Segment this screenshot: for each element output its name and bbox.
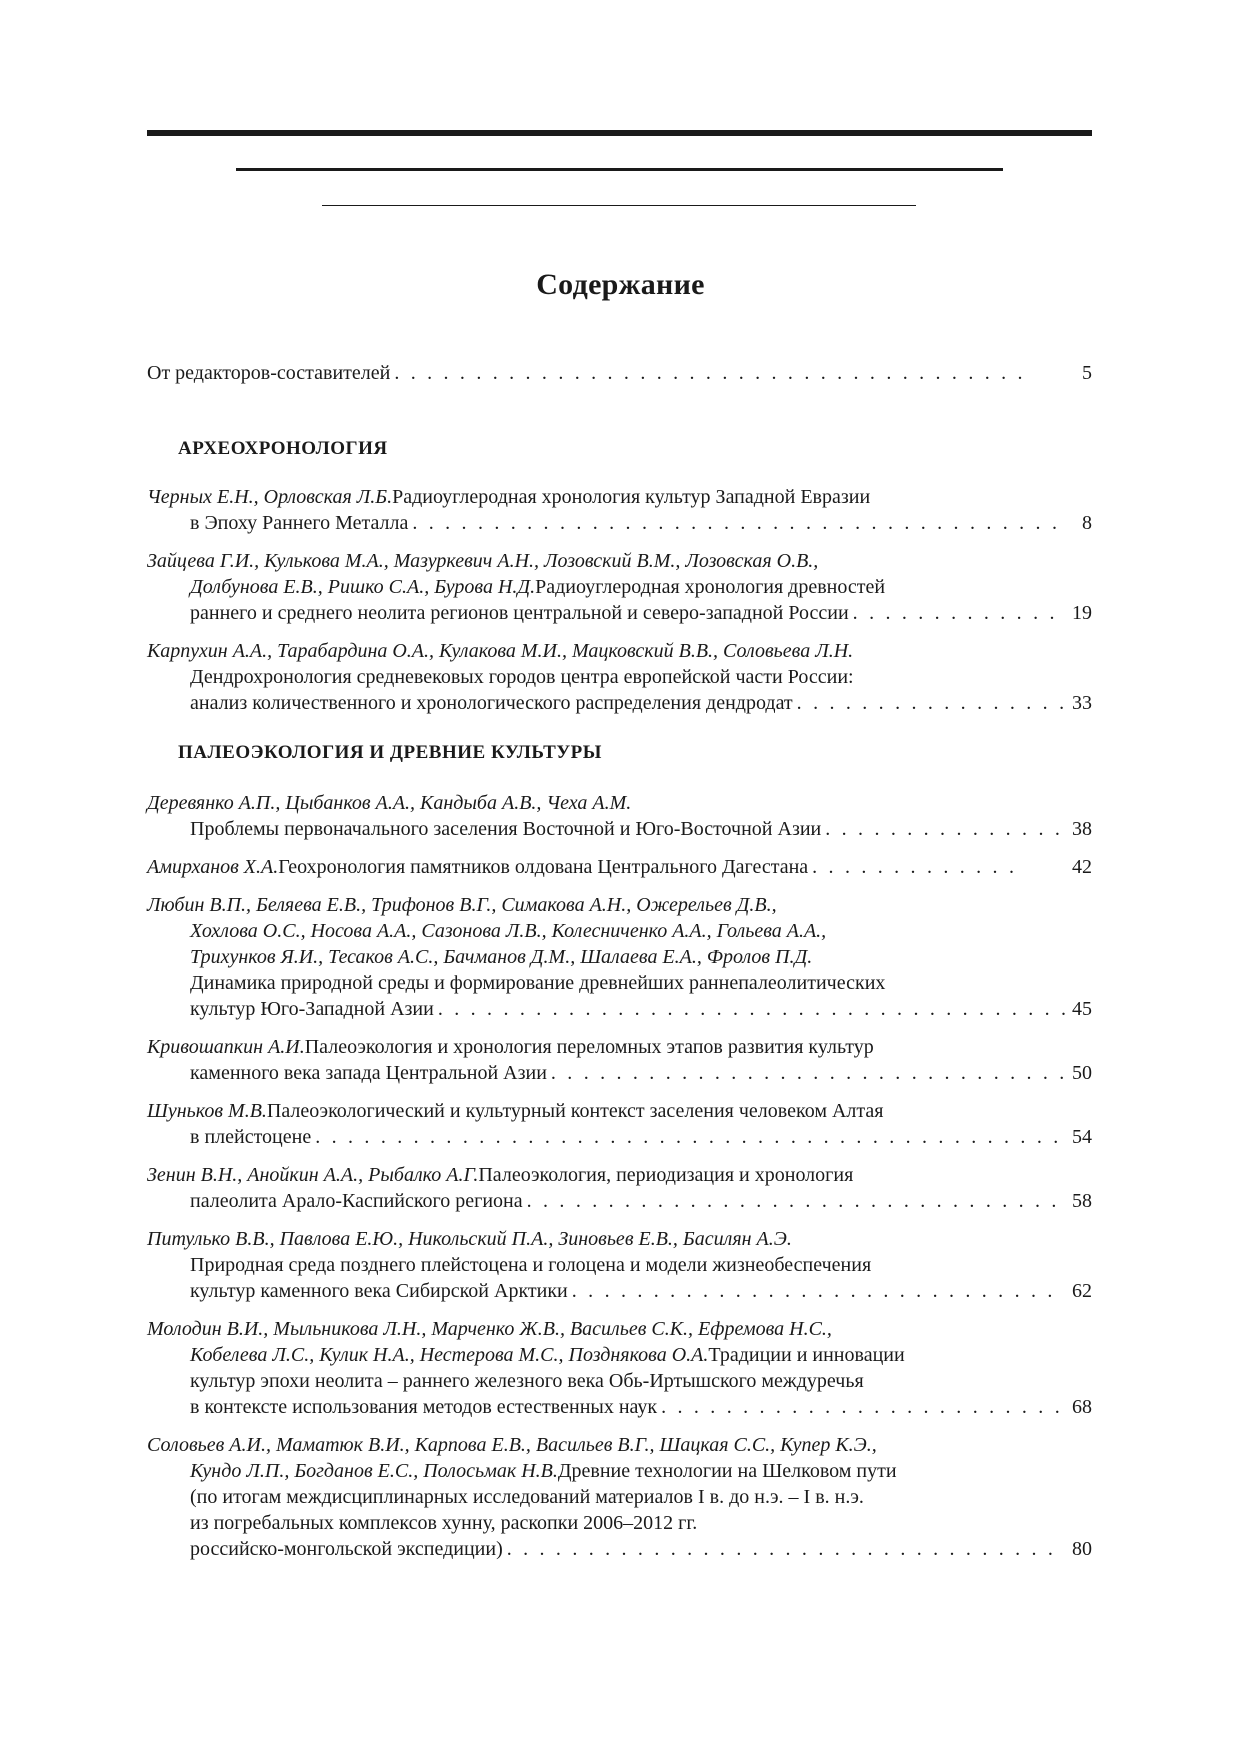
toc-page-number: 54	[1072, 1126, 1092, 1148]
toc-entry[interactable]	[147, 638, 1092, 716]
dot-leader	[551, 1060, 1065, 1086]
toc-line	[147, 996, 1065, 1022]
toc-authors: Зайцева Г.И., Кулькова М.А., Мазуркевич А.Н., Лозовский В.М., Лозовская О.В.,	[147, 550, 819, 572]
toc-line	[147, 854, 1022, 880]
toc-page-number: 80	[1072, 1538, 1092, 1560]
toc-title: Традиции и инновации	[708, 1344, 905, 1366]
toc-title: культур эпохи неолита – раннего железного века Обь-Иртышского междуречья	[190, 1370, 864, 1392]
toc-page-number: 19	[1072, 602, 1092, 624]
toc-line	[147, 574, 1092, 600]
toc-authors: Долбунова Е.В., Ришко С.А., Бурова Н.Д.	[190, 576, 536, 598]
toc-title: Динамика природной среды и формирование древнейших раннепалеолитических	[190, 972, 886, 994]
dot-leader	[853, 600, 1065, 626]
toc-line	[147, 600, 1065, 626]
toc-title: палеолита Арало-Каспийского региона	[190, 1190, 523, 1212]
toc-line	[147, 638, 1092, 664]
toc-title: в контексте использования методов естественных наук	[190, 1396, 658, 1418]
toc-line	[147, 918, 1092, 944]
toc-line	[147, 510, 1065, 536]
toc-entry[interactable]	[147, 1034, 1092, 1086]
dot-leader	[812, 854, 1022, 880]
toc-line	[147, 892, 1092, 918]
toc-authors: Молодин В.И., Мыльникова Л.Н., Марченко Ж.В., Васильев С.К., Ефремова Н.С.,	[147, 1318, 832, 1340]
toc-line	[147, 690, 1065, 716]
toc-title: российско-монгольской экспедиции)	[190, 1538, 503, 1560]
toc-authors: Соловьев А.И., Маматюк В.И., Карпова Е.В., Васильев В.Г., Шацкая С.С., Купер К.Э.,	[147, 1434, 877, 1456]
toc-authors: Кундо Л.П., Богданов Е.С., Полосьмак Н.В.	[190, 1460, 558, 1482]
toc-title: культур Юго-Западной Азии	[190, 998, 434, 1020]
toc-entry[interactable]	[147, 548, 1092, 626]
toc-page-number: 58	[1072, 1190, 1092, 1212]
toc-line	[147, 1342, 1092, 1368]
toc-entry[interactable]	[147, 1098, 1092, 1150]
top-rule-thick	[147, 130, 1092, 136]
toc-line	[147, 1188, 1065, 1214]
toc-title: Дендрохронология средневековых городов центра европейской части России:	[190, 666, 854, 688]
toc-entry[interactable]	[147, 1226, 1092, 1304]
toc-authors: Любин В.П., Беляева Е.В., Трифонов В.Г., Симакова А.Н., Ожерельев Д.В.,	[147, 894, 777, 916]
toc-page-number: 50	[1072, 1062, 1092, 1084]
toc-entry[interactable]	[147, 1316, 1092, 1420]
toc-authors: Шуньков М.В.	[147, 1100, 267, 1122]
toc-page-number: 33	[1072, 692, 1092, 714]
toc-title: Радиоуглеродная хронология культур Западной Евразии	[392, 486, 871, 508]
toc-line	[147, 664, 1092, 690]
toc-title: из погребальных комплексов хунну, раскопки 2006–2012 гг.	[190, 1512, 698, 1534]
toc-title: раннего и среднего неолита регионов центральной и северо-западной России	[190, 602, 849, 624]
toc-line	[147, 1316, 1092, 1342]
toc-page-number: 5	[1082, 362, 1092, 384]
toc-line	[147, 1124, 1065, 1150]
toc-entry[interactable]	[147, 484, 1092, 536]
toc-line	[147, 816, 1065, 842]
top-rule-thin	[322, 205, 916, 206]
dot-leader	[394, 360, 1022, 386]
toc-title: в плейстоцене	[190, 1126, 312, 1148]
toc-authors: Хохлова О.С., Носова А.А., Сазонова Л.В., Колесниченко А.А., Гольева А.А.,	[190, 920, 827, 942]
toc-title: Природная среда позднего плейстоцена и голоцена и модели жизнеобеспечения	[190, 1254, 872, 1276]
dot-leader	[825, 816, 1065, 842]
toc-entry-label: От редакторов-составителей	[147, 362, 391, 384]
toc-page-number: 42	[1072, 856, 1092, 878]
toc-title: Палеоэкология, периодизация и хронология	[478, 1164, 854, 1186]
toc-entry[interactable]	[147, 1162, 1092, 1214]
toc-title: Палеоэкология и хронология переломных этапов развития культур	[304, 1036, 874, 1058]
toc-title: Проблемы первоначального заселения Восточной и Юго-Восточной Азии	[190, 818, 822, 840]
section-heading: АРХЕОХРОНОЛОГИЯ	[178, 438, 388, 459]
dot-leader	[527, 1188, 1065, 1214]
toc-authors: Питулько В.В., Павлова Е.Ю., Никольский П.А., Зиновьев Е.В., Басилян А.Э.	[147, 1228, 792, 1250]
toc-authors: Кобелева Л.С., Кулик Н.А., Нестерова М.С., Позднякова О.А.	[190, 1344, 709, 1366]
toc-entry-preface[interactable]	[147, 360, 1092, 386]
toc-line	[147, 1394, 1065, 1420]
toc-title: каменного века запада Центральной Азии	[190, 1062, 547, 1084]
dot-leader	[315, 1124, 1065, 1150]
toc-title: Палеоэкологический и культурный контекст заселения человеком Алтая	[266, 1100, 884, 1122]
toc-authors: Трихунков Я.И., Тесаков А.С., Бачманов Д.М., Шалаева Е.А., Фролов П.Д.	[190, 946, 813, 968]
toc-line	[147, 1278, 1065, 1304]
toc-authors: Деревянко А.П., Цыбанков А.А., Кандыба А.В., Чеха А.М.	[147, 792, 632, 814]
toc-line	[147, 1226, 1092, 1252]
toc-sections	[147, 438, 1092, 1562]
toc-line	[147, 1510, 1092, 1536]
toc-page-number: 38	[1072, 818, 1092, 840]
toc-line	[147, 1368, 1092, 1394]
toc-page-number: 62	[1072, 1280, 1092, 1302]
toc-entry[interactable]	[147, 1432, 1092, 1562]
toc-title: Радиоуглеродная хронология древностей	[535, 576, 886, 598]
dot-leader	[661, 1394, 1065, 1420]
toc-title: Геохронология памятников олдована Центрального Дагестана	[278, 856, 809, 878]
toc-authors: Кривошапкин А.И.	[147, 1036, 305, 1058]
toc-line	[147, 1162, 1092, 1188]
toc-line	[147, 790, 1092, 816]
toc-authors: Карпухин А.А., Тарабардина О.А., Кулакова М.И., Мацковский В.В., Соловьева Л.Н.	[147, 640, 854, 662]
page-title: Содержание	[536, 268, 705, 301]
top-rule-medium	[236, 168, 1003, 171]
table-of-contents	[147, 360, 1092, 1574]
dot-leader	[572, 1278, 1065, 1304]
toc-title: культур каменного века Сибирской Арктики	[190, 1280, 568, 1302]
toc-line	[147, 1458, 1092, 1484]
toc-line	[147, 970, 1092, 996]
toc-title: в Эпоху Раннего Металла	[190, 512, 409, 534]
toc-line	[147, 1484, 1092, 1510]
toc-page-number: 68	[1072, 1396, 1092, 1418]
toc-page-number: 45	[1072, 998, 1092, 1020]
toc-line	[147, 944, 1092, 970]
toc-line	[147, 1536, 1065, 1562]
toc-line	[147, 548, 1092, 574]
section-heading: ПАЛЕОЭКОЛОГИЯ И ДРЕВНИЕ КУЛЬТУРЫ	[178, 742, 602, 763]
toc-line	[147, 1252, 1092, 1278]
toc-page-number: 8	[1082, 512, 1092, 534]
toc-line	[147, 1432, 1092, 1458]
toc-title: анализ количественного и хронологического распределения дендродат	[190, 692, 793, 714]
dot-leader	[507, 1536, 1065, 1562]
toc-line	[147, 1060, 1065, 1086]
toc-authors: Амирханов Х.А.	[147, 856, 279, 878]
toc-line	[147, 1098, 1092, 1124]
dot-leader	[438, 996, 1065, 1022]
toc-entry[interactable]	[147, 892, 1092, 1022]
toc-authors: Зенин В.Н., Анойкин А.А., Рыбалко А.Г.	[147, 1164, 479, 1186]
toc-line	[147, 1034, 1092, 1060]
toc-title: (по итогам междисциплинарных исследований материалов I в. до н.э. – I в. н.э.	[190, 1486, 864, 1508]
dot-leader	[797, 690, 1065, 716]
toc-line	[147, 484, 1092, 510]
dot-leader	[412, 510, 1065, 536]
toc-entry[interactable]	[147, 854, 1092, 880]
toc-entry[interactable]	[147, 790, 1092, 842]
toc-title: Древние технологии на Шелковом пути	[557, 1460, 897, 1482]
toc-authors: Черных Е.Н., Орловская Л.Б.	[147, 486, 393, 508]
